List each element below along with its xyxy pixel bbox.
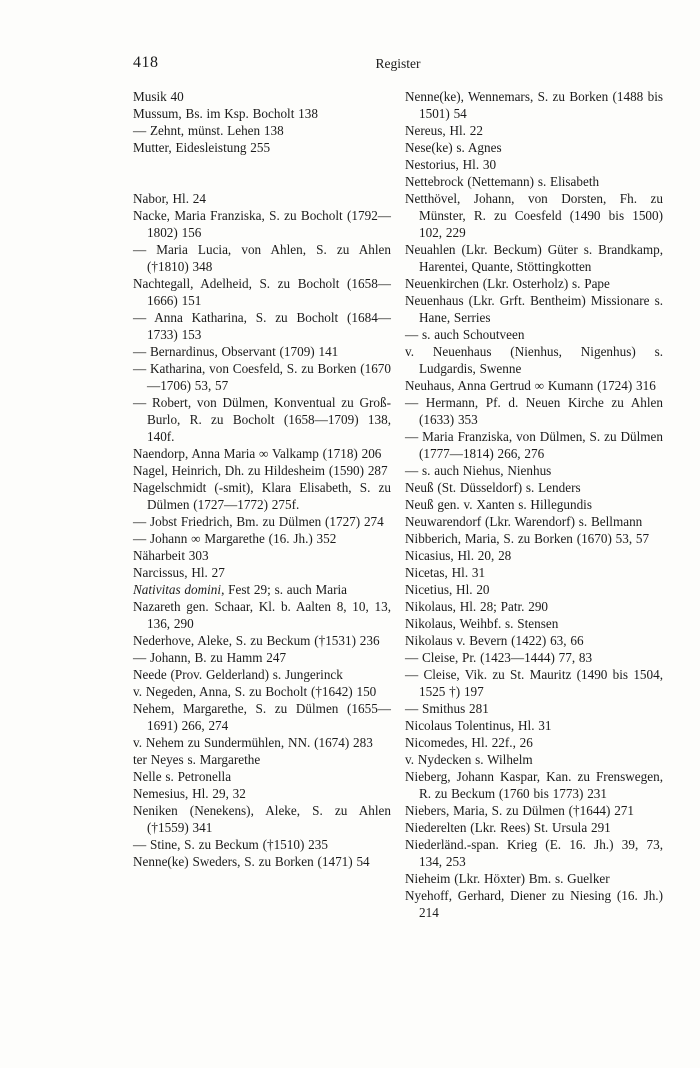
index-entry-text: — Robert, von Dülmen, Konventual zu Groß-Burlo, R. zu Bocholt (1658—1709) 138, 140f. — [133, 395, 391, 444]
index-entry — [133, 139, 391, 156]
index-entry-text: Nachtegall, Adelheid, S. zu Bocholt (1658—1666) 151 — [133, 276, 391, 308]
index-entry — [133, 190, 391, 207]
index-entry — [133, 88, 391, 105]
index-entry — [405, 581, 663, 598]
index-entry-text: — Cleise, Vik. zu St. Mauritz (1490 bis 1504, 1525 †) 197 — [405, 667, 663, 699]
index-entry — [133, 581, 391, 598]
index-entry — [405, 615, 663, 632]
index-entry-text: — s. auch Schoutveen — [405, 327, 525, 342]
index-entry — [133, 666, 391, 683]
index-entry — [405, 734, 663, 751]
index-entry-text: — Hermann, Pf. d. Neuen Kirche zu Ahlen (1633) 353 — [405, 395, 663, 427]
index-entry — [133, 530, 391, 547]
index-entry-text: Neuß (St. Düsseldorf) s. Lenders — [405, 480, 581, 495]
running-title: Register — [375, 56, 421, 71]
index-entry-text: , Fest 29; s. auch Maria — [221, 582, 347, 597]
index-entry-text: Nestorius, Hl. 30 — [405, 157, 497, 172]
index-entry — [133, 513, 391, 530]
index-entry — [405, 887, 663, 921]
index-entry — [405, 598, 663, 615]
index-entry — [405, 649, 663, 666]
index-entry — [405, 632, 663, 649]
index-entry — [405, 377, 663, 394]
index-entry — [405, 156, 663, 173]
index-entry — [405, 343, 663, 377]
index-entry-text: Nenne(ke) Sweders, S. zu Borken (1471) 54 — [133, 854, 370, 869]
index-entry-text: Neuenhaus (Lkr. Grft. Bentheim) Missionare s. Hane, Serries — [405, 293, 663, 325]
index-entry-text: Nazareth gen. Schaar, Kl. b. Aalten 8, 10, 13, 136, 290 — [133, 599, 391, 631]
index-entry-text: Nereus, Hl. 22 — [405, 123, 483, 138]
index-entry-text: Nettebrock (Nettemann) s. Elisabeth — [405, 174, 600, 189]
index-entry-text: — Jobst Friedrich, Bm. zu Dülmen (1727) 274 — [133, 514, 384, 529]
index-entry — [133, 343, 391, 360]
index-entry — [405, 870, 663, 887]
index-entry — [405, 751, 663, 768]
index-entry-text: Neuhaus, Anna Gertrud ∞ Kumann (1724) 316 — [405, 378, 656, 393]
index-entry — [133, 462, 391, 479]
index-entry-text: Neuenkirchen (Lkr. Osterholz) s. Pape — [405, 276, 610, 291]
index-entry-text: v. Nydecken s. Wilhelm — [405, 752, 533, 767]
index-entry — [133, 122, 391, 139]
index-entry-text: Neuahlen (Lkr. Beckum) Güter s. Brandkamp, Harentei, Quante, Stöttingkotten — [405, 242, 663, 274]
index-entry-text: Nicasius, Hl. 20, 28 — [405, 548, 512, 563]
index-entry-text: — Smithus 281 — [405, 701, 489, 716]
index-entry — [405, 836, 663, 870]
index-entry — [133, 598, 391, 632]
index-entry — [405, 547, 663, 564]
index-entry — [405, 819, 663, 836]
index-entry-text: Nacke, Maria Franziska, S. zu Bocholt (1792—1802) 156 — [133, 208, 391, 240]
index-entry — [133, 564, 391, 581]
index-entry-text: Neuß gen. v. Xanten s. Hillegundis — [405, 497, 592, 512]
index-entry — [133, 649, 391, 666]
index-entry — [405, 666, 663, 700]
index-entry-text: — s. auch Niehus, Nienhus — [405, 463, 552, 478]
index-entry-text: Neuwarendorf (Lkr. Warendorf) s. Bellmann — [405, 514, 643, 529]
index-entry — [405, 700, 663, 717]
index-entry — [133, 785, 391, 802]
index-entry-text: — Bernardinus, Observant (1709) 141 — [133, 344, 339, 359]
index-entry — [133, 751, 391, 768]
index-entry-text: Musik 40 — [133, 89, 184, 104]
index-entry-text: Niederelten (Lkr. Rees) St. Ursula 291 — [405, 820, 611, 835]
index-entry-text: ter Neyes s. Margarethe — [133, 752, 261, 767]
index-entry — [405, 479, 663, 496]
index-entry-text: v. Nehem zu Sundermühlen, NN. (1674) 283 — [133, 735, 373, 750]
index-entry-text: v. Negeden, Anna, S. zu Bocholt (†1642) 150 — [133, 684, 377, 699]
index-entry — [133, 768, 391, 785]
index-entry — [405, 292, 663, 326]
index-entry-text: Nehem, Margarethe, S. zu Dülmen (1655—1691) 266, 274 — [133, 701, 391, 733]
index-entry-text: Nelle s. Petronella — [133, 769, 232, 784]
index-entry — [133, 394, 391, 445]
index-entry-text: v. Neuenhaus (Nienhus, Nigenhus) s. Ludgardis, Swenne — [405, 344, 663, 376]
index-entry — [133, 734, 391, 751]
index-entry-text: Näharbeit 303 — [133, 548, 209, 563]
index-entry-text: Mussum, Bs. im Ksp. Bocholt 138 — [133, 106, 318, 121]
index-entry-text: — Zehnt, münst. Lehen 138 — [133, 123, 284, 138]
index-column-right — [405, 88, 663, 921]
index-entry — [133, 700, 391, 734]
index-entry-text: Nederhove, Aleke, S. zu Beckum (†1531) 236 — [133, 633, 380, 648]
index-entry-italic-lead: Nativitas domini — [133, 582, 222, 597]
index-entry-text: Nagelschmidt (-smit), Klara Elisabeth, S. zu Dülmen (1727—1772) 275f. — [133, 480, 391, 512]
index-entry-text: Nikolaus, Weihbf. s. Stensen — [405, 616, 559, 631]
index-entry — [405, 139, 663, 156]
index-entry — [405, 241, 663, 275]
index-entry-text: — Johann ∞ Margarethe (16. Jh.) 352 — [133, 531, 337, 546]
index-entry — [133, 105, 391, 122]
index-entry — [133, 683, 391, 700]
page-number: 418 — [133, 54, 159, 71]
index-entry — [405, 530, 663, 547]
index-entry-text: Nabor, Hl. 24 — [133, 191, 206, 206]
index-entry — [405, 275, 663, 292]
index-entry-text: Nikolaus v. Bevern (1422) 63, 66 — [405, 633, 584, 648]
index-entry-text: — Maria Franziska, von Dülmen, S. zu Dülmen (1777—1814) 266, 276 — [405, 429, 663, 461]
index-entry — [133, 802, 391, 836]
index-entry — [405, 428, 663, 462]
index-column-left — [133, 88, 391, 921]
index-entry-text: Niederländ.-span. Krieg (E. 16. Jh.) 39, 73, 134, 253 — [405, 837, 663, 869]
index-entry — [133, 275, 391, 309]
index-entry — [405, 462, 663, 479]
index-entry-text: Nieberg, Johann Kaspar, Kan. zu Frenswegen, R. zu Beckum (1760 bis 1773) 231 — [405, 769, 663, 801]
index-entry — [405, 717, 663, 734]
index-entry-text: — Stine, S. zu Beckum (†1510) 235 — [133, 837, 328, 852]
index-entry-text: Naendorp, Anna Maria ∞ Valkamp (1718) 206 — [133, 446, 382, 461]
index-entry — [133, 632, 391, 649]
page-header — [133, 54, 663, 74]
index-entry — [133, 445, 391, 462]
index-entry — [405, 122, 663, 139]
index-entry-text: Nyehoff, Gerhard, Diener zu Niesing (16. Jh.) 214 — [405, 888, 663, 920]
index-columns — [133, 88, 663, 921]
index-entry-text: Mutter, Eidesleistung 255 — [133, 140, 271, 155]
index-entry — [133, 479, 391, 513]
index-entry — [405, 326, 663, 343]
index-entry-text: Neniken (Nenekens), Aleke, S. zu Ahlen (†1559) 341 — [133, 803, 391, 835]
index-entry — [133, 547, 391, 564]
index-entry — [133, 853, 391, 870]
index-entry-text: Nenne(ke), Wennemars, S. zu Borken (1488 bis 1501) 54 — [405, 89, 663, 121]
index-entry-text: Nikolaus, Hl. 28; Patr. 290 — [405, 599, 549, 614]
index-entry-text: Neede (Prov. Gelderland) s. Jungerinck — [133, 667, 343, 682]
index-entry-text: — Anna Katharina, S. zu Bocholt (1684—1733) 153 — [133, 310, 391, 342]
index-entry-text: — Katharina, von Coesfeld, S. zu Borken (1670—1706) 53, 57 — [133, 361, 391, 393]
index-entry — [405, 513, 663, 530]
index-entry — [133, 241, 391, 275]
index-entry-text: Netthövel, Johann, von Dorsten, Fh. zu Münster, R. zu Coesfeld (1490 bis 1500) 102, 229 — [405, 191, 663, 240]
index-entry — [405, 802, 663, 819]
index-entry-text: Nicolaus Tolentinus, Hl. 31 — [405, 718, 552, 733]
index-entry — [133, 207, 391, 241]
index-entry-text: Nagel, Heinrich, Dh. zu Hildesheim (1590) 287 — [133, 463, 388, 478]
index-entry — [405, 88, 663, 122]
index-entry-text: Nibberich, Maria, S. zu Borken (1670) 53, 57 — [405, 531, 650, 546]
index-entry-text: Nieheim (Lkr. Höxter) Bm. s. Guelker — [405, 871, 610, 886]
index-entry — [133, 836, 391, 853]
index-entry — [405, 496, 663, 513]
index-entry-text: — Johann, B. zu Hamm 247 — [133, 650, 287, 665]
index-entry — [133, 309, 391, 343]
index-entry-text: Nicomedes, Hl. 22f., 26 — [405, 735, 533, 750]
index-entry — [405, 173, 663, 190]
index-entry-text: Niebers, Maria, S. zu Dülmen (†1644) 271 — [405, 803, 634, 818]
index-entry-text: Narcissus, Hl. 27 — [133, 565, 225, 580]
index-entry — [405, 564, 663, 581]
index-entry-text: Nicetas, Hl. 31 — [405, 565, 486, 580]
index-entry-text: Nese(ke) s. Agnes — [405, 140, 502, 155]
index-entry-text: Nicetius, Hl. 20 — [405, 582, 490, 597]
index-entry — [405, 394, 663, 428]
index-entry — [405, 190, 663, 241]
index-entry-text: — Cleise, Pr. (1423—1444) 77, 83 — [405, 650, 593, 665]
index-entry — [405, 768, 663, 802]
index-entry-text: Nemesius, Hl. 29, 32 — [133, 786, 246, 801]
index-entry — [133, 360, 391, 394]
index-entry-text: — Maria Lucia, von Ahlen, S. zu Ahlen (†1810) 348 — [133, 242, 391, 274]
